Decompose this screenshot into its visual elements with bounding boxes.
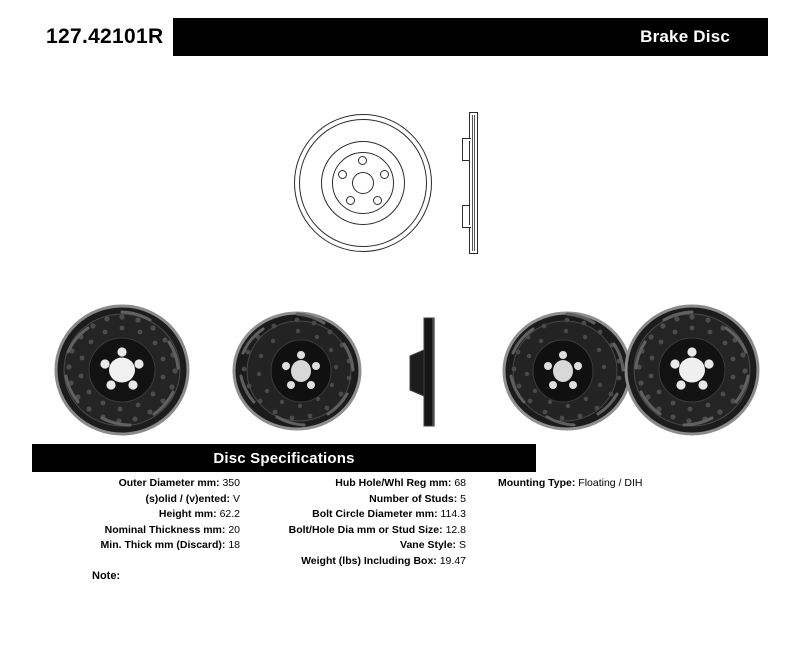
part-number: 127.42101R	[46, 25, 164, 48]
spec-label: Outer Diameter mm:	[118, 477, 220, 489]
spec-section-title: Disc Specifications	[32, 444, 536, 472]
rotor-photo-row	[32, 300, 768, 440]
spec-value: 114.3	[440, 508, 466, 520]
spec-row	[32, 507, 240, 523]
spec-label: (s)olid / (v)ented:	[145, 492, 231, 505]
spec-label: Nominal Thickness mm:	[104, 523, 226, 536]
stud-hole	[346, 196, 355, 205]
section-neck-top	[462, 141, 463, 161]
spec-label: Height mm:	[158, 508, 217, 520]
stud-hole	[373, 196, 382, 205]
spec-row	[498, 476, 768, 492]
spec-row	[240, 554, 480, 570]
spec-value: 68	[454, 477, 466, 489]
spec-label: Weight (lbs) Including Box:	[301, 554, 437, 567]
spec-column-right	[480, 476, 768, 569]
rotor-photo-drilled-slotted-front-right	[624, 304, 760, 436]
spec-columns	[32, 476, 768, 569]
spec-value: 5	[460, 492, 466, 505]
spec-column-left	[32, 476, 240, 569]
section-cap-top	[462, 160, 470, 161]
section-vent-lines	[472, 115, 475, 251]
page-title: Brake Disc	[640, 27, 730, 46]
section-hat-top	[462, 138, 471, 141]
spec-row	[32, 476, 240, 492]
stud-hole	[358, 156, 367, 165]
spec-label: Bolt Circle Diameter mm:	[312, 508, 438, 520]
spec-value: 350	[222, 477, 240, 489]
spec-value: 20	[228, 523, 240, 536]
spec-row	[240, 476, 480, 492]
top-line-drawings	[280, 108, 520, 258]
spec-label: Min. Thick mm (Discard):	[100, 539, 226, 551]
hub-hole	[352, 172, 374, 194]
header-bar	[32, 18, 768, 56]
rotor-photo-drilled-slotted-angled-right	[502, 308, 632, 434]
stud-hole	[338, 170, 347, 179]
spec-column-middle	[240, 476, 480, 569]
spec-row	[32, 523, 240, 539]
spec-value: V	[232, 492, 240, 505]
section-hat-bottom	[462, 225, 471, 228]
spec-row	[240, 507, 480, 523]
spec-label: Mounting Type:	[498, 477, 576, 489]
spec-label: Number of Studs:	[369, 492, 458, 505]
spec-value: Floating / DIH	[578, 477, 643, 489]
stud-hole	[380, 170, 389, 179]
spec-value: 12.8	[445, 523, 466, 536]
spec-row	[240, 492, 480, 508]
rotor-photo-drilled-slotted-front-left	[54, 304, 190, 436]
spec-label: Hub Hole/Whl Reg mm:	[335, 477, 452, 489]
spec-value: 18	[228, 539, 240, 551]
spec-value: 62.2	[219, 508, 240, 520]
spec-value: 19.47	[439, 554, 466, 567]
part-number-box	[32, 18, 173, 56]
rotor-photo-edge-profile	[402, 316, 454, 428]
section-cap-bottom	[462, 205, 470, 206]
note-label: Note:	[92, 570, 121, 582]
spec-label: Vane Style:	[400, 539, 457, 551]
spec-row	[32, 492, 240, 508]
spec-row	[32, 538, 240, 554]
spec-row	[240, 538, 480, 554]
section-neck-bottom	[462, 205, 463, 225]
spec-label: Bolt/Hole Dia mm or Stud Size:	[288, 523, 443, 536]
spec-value: S	[458, 539, 466, 551]
spec-row	[240, 523, 480, 539]
brake-disc-cross-section-line-drawing	[462, 112, 488, 254]
rotor-photo-drilled-slotted-angled-left	[232, 308, 362, 434]
